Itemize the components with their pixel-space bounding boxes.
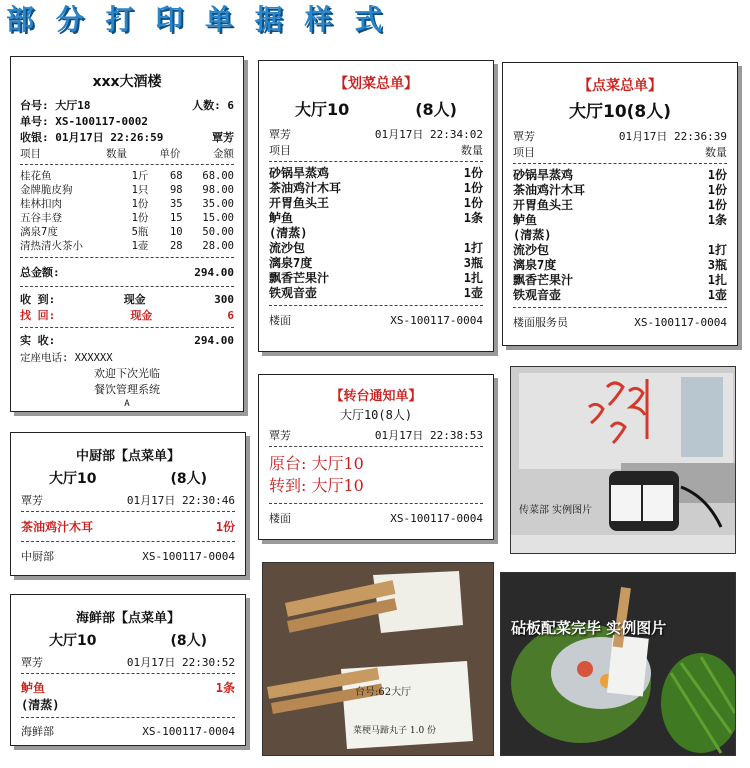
slip-table: 大厅10(8人) — [339, 408, 413, 422]
slip-footer-right: XS-100117-0004 — [142, 725, 235, 738]
change-method: 现金 — [130, 309, 153, 322]
transfer-to: 转到: 大厅10 — [269, 476, 364, 495]
list-item: 流沙包 1打 — [269, 241, 483, 255]
divider — [21, 541, 235, 542]
list-item: (清蒸) — [269, 226, 308, 240]
slip-staff: 覃芳 — [21, 656, 43, 669]
slip-time: 01月17日 22:38:53 — [374, 429, 483, 442]
slip-time: 01月17日 22:30:52 — [126, 656, 235, 669]
list-item: 鲈鱼 1条 — [269, 211, 483, 225]
kitchen-slip — [10, 432, 246, 576]
list-item: 茶油鸡汁木耳 1份 — [513, 183, 727, 197]
slip-footer-left: 楼面 — [269, 512, 291, 525]
divider — [20, 164, 234, 165]
table-row: 漓泉7度 5瓶 10 50.00 — [20, 226, 234, 238]
slip-time: 01月17日 22:30:46 — [126, 494, 235, 507]
slip-title: 【点菜总单】 — [578, 78, 662, 94]
slip-footer-right: XS-100117-0004 — [142, 550, 235, 563]
list-item: 飘香芒果汁 1扎 — [269, 271, 483, 285]
seafood-slip — [10, 594, 246, 746]
slip-table: 大厅10 — [49, 471, 97, 487]
receipt-footer: A — [124, 399, 130, 409]
divider — [269, 503, 483, 504]
actual-value: 294.00 — [194, 334, 234, 347]
slip-footer-right: XS-100117-0004 — [390, 512, 483, 525]
slip-footer-left: 楼面 — [269, 314, 291, 327]
table-row: 桂林扣肉 1份 35 35.00 — [20, 198, 234, 210]
divider — [269, 305, 483, 306]
divider — [20, 286, 234, 287]
col-item: 项目 — [20, 148, 41, 160]
list-item: 茶油鸡汁木耳 1份 — [269, 181, 483, 195]
list-item: 飘香芒果汁 1扎 — [513, 273, 727, 287]
board-caption: 砧板配菜完毕 实例图片 — [511, 619, 667, 637]
clip-photo — [262, 562, 494, 756]
transfer-slip — [258, 374, 494, 540]
received-label: 收 到: — [20, 293, 56, 306]
receipt-header: xxx大酒楼 — [92, 74, 162, 90]
col-price: 单价 — [159, 148, 181, 160]
list-item: 开胃鱼头王 1份 — [513, 198, 727, 212]
slip-footer-right: XS-100117-0004 — [390, 314, 483, 327]
page-title: 部 分 打 印 单 据 样 式 — [6, 3, 389, 36]
change-value: 6 — [227, 309, 234, 322]
list-item: 铁观音壶 1壶 — [513, 288, 727, 302]
slip-title: 中厨部【点菜单】 — [75, 449, 180, 464]
col-item: 项目 — [269, 144, 291, 157]
change-label: 找 回: — [20, 309, 56, 322]
printer-photo — [510, 366, 736, 554]
list-item: 漓泉7度 3瓶 — [269, 256, 483, 270]
receipt-cashier-name: 覃芳 — [212, 131, 234, 144]
printer-caption: 传菜部 实例图片 — [519, 505, 593, 516]
divider — [20, 257, 234, 258]
divider — [269, 161, 483, 162]
slip-staff: 覃芳 — [269, 128, 291, 141]
slip-footer-right: XS-100117-0004 — [634, 316, 727, 329]
board-illustration — [501, 573, 736, 756]
list-item: 砂锅旱蒸鸡 1份 — [269, 166, 483, 180]
col-qty: 数量 — [461, 144, 483, 157]
transfer-from: 原台: 大厅10 — [269, 454, 364, 473]
divider — [20, 327, 234, 328]
slip-footer-left: 中厨部 — [21, 550, 54, 563]
receipt-slip — [10, 56, 244, 412]
list-item: 茶油鸡汁木耳 1份 — [21, 520, 235, 534]
divider — [513, 163, 727, 164]
receipt-people: 人数: 6 — [192, 99, 234, 112]
order-summary-slip — [502, 62, 738, 346]
table-row: 清热清火茶小 1壶 28 28.00 — [20, 240, 234, 252]
divider — [269, 446, 483, 447]
list-item: (清蒸) — [513, 228, 552, 242]
total-label: 总金额: — [20, 266, 60, 279]
col-qty: 数量 — [106, 148, 127, 160]
receipt-order-no: 单号: XS-100117-0002 — [20, 115, 148, 128]
list-item: 鲈鱼 1条 — [21, 681, 235, 695]
slip-footer-left: 楼面服务员 — [513, 316, 568, 329]
slip-people: (8人) — [170, 633, 207, 649]
receipt-columns — [20, 147, 234, 161]
list-item: 开胃鱼头王 1份 — [269, 196, 483, 210]
slip-staff: 覃芳 — [269, 429, 291, 442]
printer-illustration — [511, 367, 736, 554]
slip-people: (8人) — [415, 100, 457, 119]
receipt-phone: 定座电话: XXXXXX — [20, 352, 113, 364]
divider — [21, 673, 235, 674]
received-value: 300 — [214, 293, 234, 306]
list-item: 鲈鱼 1条 — [513, 213, 727, 227]
list-item: 铁观音壶 1壶 — [269, 286, 483, 300]
table-row: 金牌脆皮狗 1只 98 98.00 — [20, 184, 234, 196]
slip-footer-left: 海鲜部 — [21, 725, 54, 738]
list-item: 砂锅旱蒸鸡 1份 — [513, 168, 727, 182]
clip-slip-item: 菜梗马蹄丸子 1.0 份 — [353, 726, 437, 736]
list-item: 流沙包 1打 — [513, 243, 727, 257]
slip-staff: 覃芳 — [21, 494, 43, 507]
col-qty: 数量 — [705, 146, 727, 159]
divider — [21, 511, 235, 512]
slip-time: 01月17日 22:34:02 — [374, 128, 483, 141]
divider — [513, 307, 727, 308]
col-amount: 金额 — [213, 148, 234, 160]
slip-table: 大厅10 — [295, 100, 350, 119]
slip-staff: 覃芳 — [513, 130, 535, 143]
col-item: 项目 — [513, 146, 535, 159]
total-value: 294.00 — [194, 266, 234, 279]
serve-summary-slip — [258, 60, 494, 352]
receipt-cashier-time: 收银: 01月17日 22:26:59 — [20, 131, 164, 144]
board-photo — [500, 572, 736, 756]
receipt-items — [20, 169, 234, 253]
actual-label: 实 收: — [20, 334, 56, 347]
receipt-system: 餐饮管理系统 — [94, 383, 160, 396]
slip-table: 大厅10(8人) — [568, 102, 672, 122]
divider — [21, 717, 235, 718]
slip-people: (8人) — [170, 471, 207, 487]
item-note: (清蒸) — [21, 698, 60, 712]
clip-slip-title: 台号:62大厅 — [355, 687, 412, 698]
receipt-table: 台号: 大厅18 — [20, 99, 91, 112]
receipt-welcome: 欢迎下次光临 — [94, 367, 160, 380]
slip-title: 海鲜部【点菜单】 — [75, 611, 180, 626]
slip-table: 大厅10 — [49, 633, 97, 649]
slip-title: 【划菜总单】 — [334, 76, 418, 92]
table-row: 桂花鱼 1斤 68 68.00 — [20, 170, 234, 182]
slip-title: 【转台通知单】 — [330, 389, 422, 404]
received-method: 现金 — [123, 293, 146, 306]
list-item: 漓泉7度 3瓶 — [513, 258, 727, 272]
slip-time: 01月17日 22:36:39 — [618, 130, 727, 143]
table-row: 五谷丰登 1份 15 15.00 — [20, 212, 234, 224]
